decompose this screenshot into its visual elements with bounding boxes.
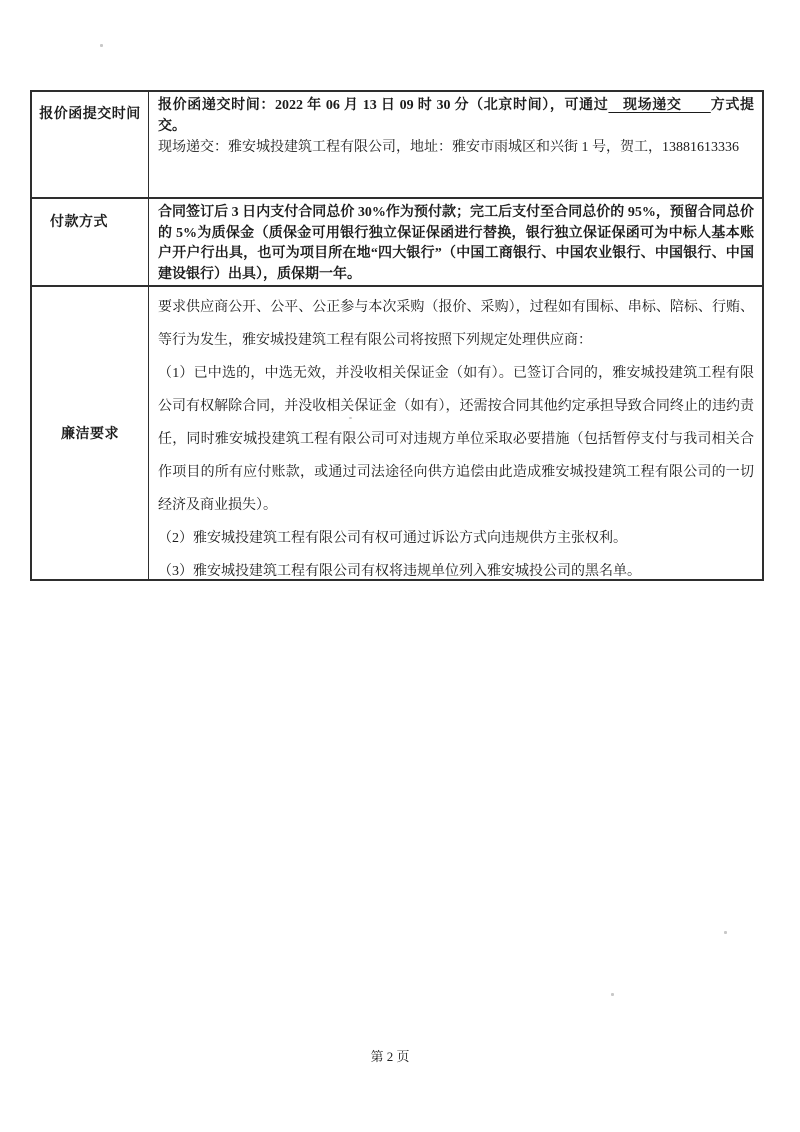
scan-speck: [611, 993, 614, 996]
payment-terms-text: 合同签订后 3 日内支付合同总价 30%作为预付款；完工后支付至合同总价的 95%，预留合同总价的 5%为质保金（质保金可用银行独立保证保函进行替换，银行独立保证保函可为中标人基本账户开户行出具，也可为项目所在地“四大银行”（中国工商银行、中国农业银行、中国银行、中国建设银行）出具），质保期一年。: [158, 205, 754, 282]
submission-time-prefix: 报价函递交时间：2022 年 06 月 13 日 09 时 30 分（北京时间），可通过: [158, 98, 609, 113]
table-row-payment-method: [32, 197, 762, 285]
submission-time-line: [158, 95, 754, 137]
integrity-paragraph: 要求供应商公开、公平、公正参与本次采购（报价、采购），过程如有围标、串标、陪标、行贿、等行为发生，雅安城投建筑工程有限公司将按照下列规定处理供应商：: [158, 300, 754, 348]
row-label-text: 付款方式: [50, 215, 108, 230]
submission-time-suffix: 方式提交。: [158, 98, 755, 134]
integrity-paragraph: （2）雅安城投建筑工程有限公司有权可通过诉讼方式向违规供方主张权利。: [158, 531, 627, 546]
page-number: 第 2 页: [370, 1049, 410, 1064]
scan-speck: [349, 417, 352, 419]
scan-speck: [100, 44, 103, 47]
row-label-integrity-requirements: [32, 287, 149, 579]
row-content-submission-time: [149, 92, 762, 197]
delivery-method-underlined: 现场递交: [608, 98, 711, 113]
table-row-submission-time: [32, 92, 762, 197]
integrity-paragraph: （3）雅安城投建筑工程有限公司有权将违规单位列入雅安城投公司的黑名单。: [158, 564, 641, 579]
row-content-integrity-requirements: [149, 287, 762, 579]
delivery-address-line: 现场递交：雅安城投建筑工程有限公司，地址：雅安市雨城区和兴街 1 号，贺工，13881613336: [158, 140, 739, 155]
scan-speck: [724, 931, 727, 934]
row-label-text: 报价函提交时间: [39, 107, 141, 122]
row-label-submission-time: [32, 92, 149, 197]
row-content-payment-method: [149, 199, 762, 285]
integrity-paragraph: （1）已中选的，中选无效，并没收相关保证金（如有）。已签订合同的，雅安城投建筑工程有限公司有权解除合同，并没收相关保证金（如有），还需按合同其他约定承担导致合同终止的违约责任，同时雅安城投建筑工程有限公司可对违规方单位采取必要措施（包括暂停支付与我司相关合作项目的所有应付账款，或通过司法途径向供方追偿由此造成雅安城投建筑工程有限公司的一切经济及商业损失）。: [158, 366, 754, 513]
table-row-integrity-requirements: [32, 285, 762, 579]
row-label-payment-method: [32, 199, 149, 285]
row-label-text: 廉洁要求: [61, 427, 119, 442]
info-table: [30, 90, 764, 581]
